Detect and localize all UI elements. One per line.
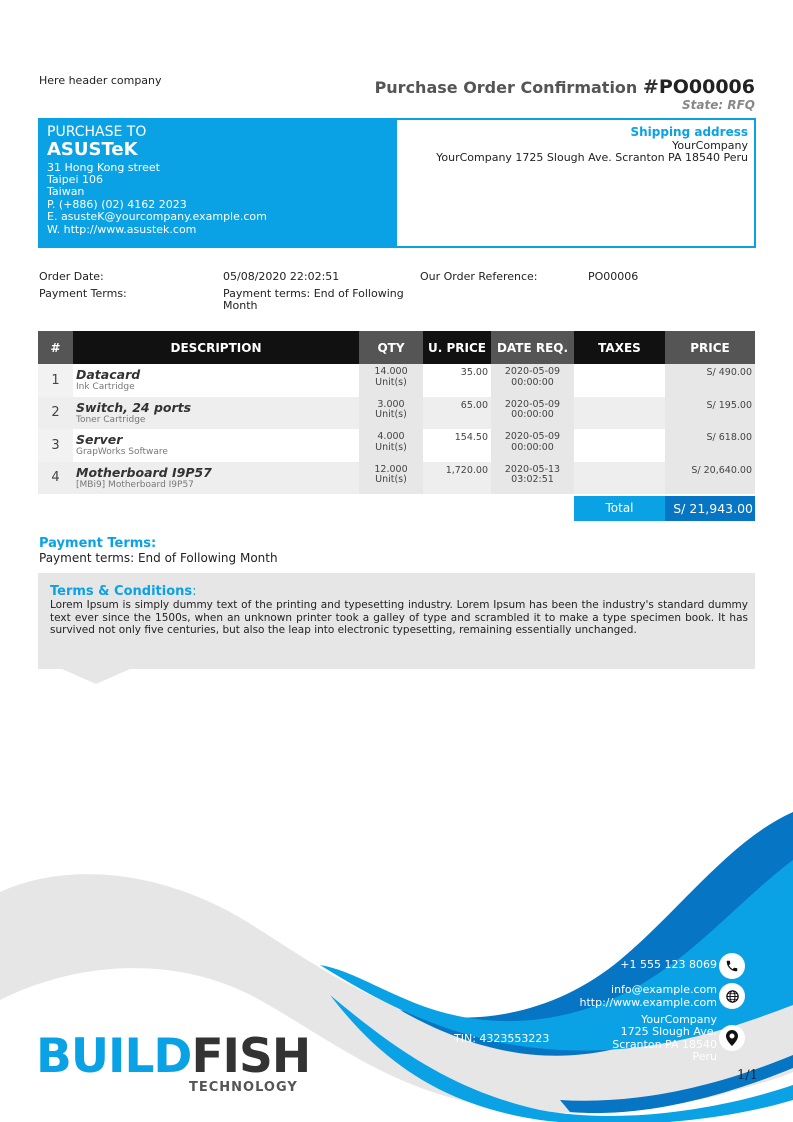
- row-price: S/ 618.00: [665, 429, 755, 462]
- column-header-price: PRICE: [665, 331, 755, 364]
- row-date: [491, 364, 574, 397]
- reference-label: Our Order Reference:: [420, 270, 538, 283]
- shipping-box: [397, 118, 756, 248]
- row-qty: [359, 397, 423, 430]
- total-value: S/ 21,943.00: [665, 496, 755, 521]
- footer-address-line: Peru: [692, 1050, 717, 1063]
- row-qty: [359, 364, 423, 397]
- row-unit-price: 35.00: [460, 367, 488, 378]
- footer-website: http://www.example.com: [579, 996, 717, 1009]
- vendor-address-line: 31 Hong Kong street: [47, 160, 160, 174]
- row-unit-price: 1,720.00: [423, 462, 491, 495]
- payment-terms-value: Payment terms: End of Following Month: [223, 287, 404, 312]
- order-date-value: 05/08/2020 22:02:51: [223, 270, 340, 283]
- header-company-text: Here header company: [39, 74, 162, 87]
- table-row: [38, 429, 755, 462]
- payment-terms-text: Payment terms: End of Following Month: [39, 551, 278, 565]
- qty-value: 4.000: [377, 431, 405, 442]
- time-value: 00:00:00: [511, 441, 554, 453]
- title-text: Purchase Order Confirmation: [374, 78, 638, 97]
- date-value: 2020-05-13: [504, 463, 561, 475]
- column-header-unit-price: U. PRICE: [423, 331, 491, 364]
- buildfish-logo: [36, 1029, 311, 1095]
- footer-tin: TIN: 4323553223: [454, 1032, 550, 1045]
- product-name: Datacard: [76, 367, 141, 382]
- state-label: State: RFQ: [682, 98, 755, 112]
- table-row: [38, 364, 755, 397]
- logo-word-fish: FISH: [191, 1029, 311, 1084]
- logo-word-build: BUILD: [36, 1029, 192, 1084]
- qty-unit: Unit(s): [375, 474, 407, 485]
- page-number: 1/1: [737, 1068, 758, 1083]
- time-value: 00:00:00: [511, 376, 554, 388]
- terms-pointer: [62, 669, 130, 684]
- row-unit-price: 154.50: [454, 432, 488, 443]
- row-taxes: [574, 462, 665, 495]
- row-qty: [359, 429, 423, 462]
- vendor-email: E. asusteK@yourcompany.example.com: [47, 210, 267, 224]
- vendor-phone: P. (+886) (02) 4162 2023: [47, 197, 187, 211]
- product-subtitle: Toner Cartridge: [76, 414, 146, 425]
- shipping-company: YourCompany: [672, 138, 748, 152]
- row-date: [491, 429, 574, 462]
- row-description: [73, 462, 359, 495]
- logo-subtitle: TECHNOLOGY: [189, 1080, 298, 1095]
- date-value: 2020-05-09: [504, 431, 561, 442]
- qty-value: 3.000: [377, 398, 405, 410]
- table-row: [38, 397, 755, 430]
- column-header-date-req: DATE REQ.: [491, 331, 574, 364]
- vendor-website: W. http://www.asustek.com: [47, 222, 197, 236]
- date-value: 2020-05-09: [504, 398, 561, 410]
- terms-box: [38, 573, 755, 669]
- table-row: [38, 462, 755, 495]
- phone-icon: [719, 953, 745, 979]
- time-value: 00:00:00: [511, 409, 554, 420]
- payment-terms-label: Payment Terms:: [39, 287, 127, 300]
- po-number: PO00006: [658, 76, 755, 98]
- payment-terms-title: Payment Terms:: [39, 536, 157, 551]
- reference-value: PO00006: [588, 270, 639, 283]
- terms-title-text: Terms & Conditions: [50, 584, 193, 599]
- column-header-taxes: TAXES: [574, 331, 665, 364]
- product-name: Motherboard I9P57: [76, 464, 212, 480]
- product-name: Server: [76, 432, 123, 447]
- globe-icon: [719, 983, 745, 1009]
- product-subtitle: GrapWorks Software: [76, 447, 168, 457]
- qty-unit: Unit(s): [375, 409, 407, 420]
- total-label: Total: [574, 496, 665, 521]
- column-header-number: #: [38, 331, 73, 364]
- qty-value: 14.000: [374, 366, 408, 377]
- row-number: 3: [38, 429, 73, 462]
- time-value: 03:02:51: [511, 474, 554, 485]
- product-subtitle: [MBi9] Motherboard I9P57: [76, 479, 194, 490]
- shipping-address: YourCompany 1725 Slough Ave. Scranton PA 18540 Peru: [436, 151, 748, 165]
- terms-title: [50, 584, 748, 599]
- row-taxes: [574, 429, 665, 462]
- table-header-row: [38, 331, 755, 364]
- row-date: [491, 462, 574, 495]
- order-date-label: Order Date:: [39, 270, 104, 283]
- product-subtitle: Ink Cartridge: [76, 382, 135, 392]
- footer-email: info@example.com: [611, 983, 717, 996]
- vendor-address-line: Taiwan: [47, 185, 85, 199]
- vendor-box: [38, 118, 397, 248]
- document-title: [375, 76, 755, 98]
- product-name: Switch, 24 ports: [76, 399, 192, 415]
- row-number: 1: [38, 364, 73, 397]
- qty-unit: Unit(s): [375, 376, 407, 388]
- shipping-title: Shipping address: [630, 125, 748, 139]
- vendor-heading: PURCHASE TO: [47, 124, 147, 140]
- row-taxes: [574, 397, 665, 430]
- column-header-description: DESCRIPTION: [73, 331, 359, 364]
- row-description: [73, 429, 359, 462]
- row-qty: [359, 462, 423, 495]
- row-number: 4: [38, 462, 73, 495]
- row-description: [73, 397, 359, 430]
- map-pin-icon: [719, 1025, 745, 1051]
- terms-title-colon: :: [192, 584, 197, 599]
- row-number: 2: [38, 397, 73, 430]
- row-unit-price: 65.00: [423, 397, 491, 430]
- row-date: [491, 397, 574, 430]
- footer-address-line: Scranton PA 18540: [612, 1038, 717, 1051]
- row-description: [73, 364, 359, 397]
- column-header-qty: QTY: [359, 331, 423, 364]
- row-taxes: [574, 364, 665, 397]
- row-price: S/ 490.00: [665, 364, 755, 397]
- row-price: S/ 195.00: [665, 397, 755, 430]
- footer-address-line: YourCompany: [641, 1013, 717, 1026]
- footer-address-line: 1725 Slough Ave.: [620, 1025, 717, 1038]
- vendor-address-line: Taipei 106: [47, 172, 103, 186]
- row-price: S/ 20,640.00: [665, 462, 755, 495]
- terms-text: Lorem Ipsum is simply dummy text of the printing and typesetting industry. Lorem Ipsum has been the industry's standard dummy text ever since the 1500s, when an unknown printer took a galley of type and scrambled it to make a type specimen book. It has survived not only five centuries, but also the leap into electronic typesetting, remaining essentially unchanged.: [50, 599, 748, 637]
- qty-unit: Unit(s): [375, 441, 407, 453]
- vendor-name: ASUSTeK: [47, 138, 138, 160]
- title-hash: #: [642, 76, 659, 98]
- footer-phone: +1 555 123 8069: [620, 958, 717, 971]
- qty-value: 12.000: [374, 463, 408, 475]
- date-value: 2020-05-09: [504, 366, 561, 377]
- order-lines-table: [38, 331, 755, 494]
